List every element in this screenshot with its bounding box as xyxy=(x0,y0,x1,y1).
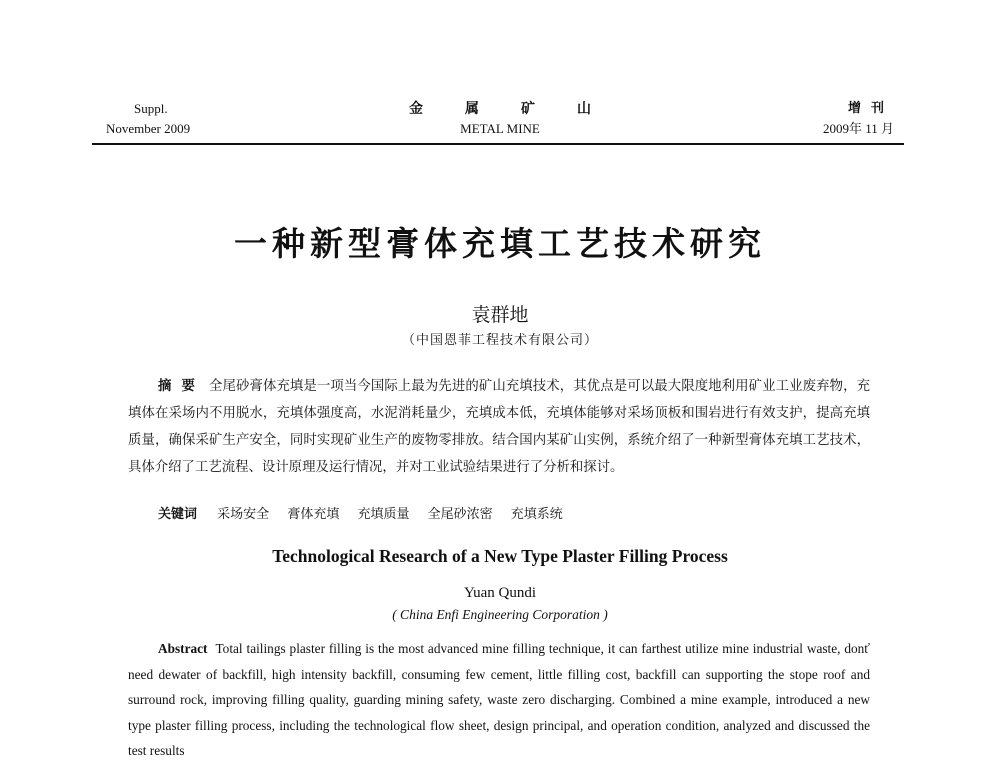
journal-char: 山 xyxy=(577,101,591,117)
abstract-cn-label: 摘要 xyxy=(158,379,205,394)
abstract-en-label: Abstract xyxy=(158,641,208,656)
header-date-cn: 2009年 11 月 xyxy=(822,121,894,136)
journal-char: 矿 xyxy=(521,101,535,117)
keywords-cn-label: 关键词 xyxy=(158,507,198,522)
paper-title-cn: 一种新型膏体充填工艺技术研究 xyxy=(234,224,766,263)
journal-char: 属 xyxy=(465,101,479,117)
abstract-cn-text: 全尾砂膏体充填是一项当今国际上最为先进的矿山充填技术，其优点是可以最大限度地利用矿业工业废弃物，充填体在采场内不用脱水，充填体强度高，水泥消耗量少，充填成本低，充填体能够对采场顶板和围岩进行有效支护，提高充填质量，确保采矿生产安全，同时实现矿业生产的废物零排放。结合国内某矿山实例，系统介绍了一种新型膏体充填工艺技术，具体介绍了工艺流程、设计原理及运行情况，并对工业试验结果进行了分析和探讨。 xyxy=(128,379,870,475)
keyword: 膏体充填 xyxy=(287,507,340,522)
paper-title-en: Technological Research of a New Type Plaster Filling Process xyxy=(272,546,728,566)
keyword: 采场安全 xyxy=(217,507,270,522)
header-right xyxy=(823,99,894,139)
affiliation-en: ( China Enfi Engineering Corporation ) xyxy=(392,607,608,622)
running-header xyxy=(92,99,908,141)
abstract-en xyxy=(128,636,870,764)
affiliation-cn: （中国恩菲工程技术有限公司） xyxy=(401,333,598,348)
author-cn: 袁群地 xyxy=(471,304,529,326)
journal-char: 金 xyxy=(409,101,423,117)
abstract-cn xyxy=(128,373,870,481)
abstract-en-text: Total tailings plaster filling is the most advanced mine filling technique, it can farthest utilize mine industrial waste, donť need dewater of backfill, high intensity backfill, consuming few cement, little filling cost, backfill can supporting the stope roof and surround rock, improving filling quality, guarding mining safety, waste zero discharging. Combined a mine example, introduced a new type plaster filling process, including the technological flow sheet, design principal, and operation condition, analyzed and discussed the test results xyxy=(128,641,870,758)
keyword: 充填质量 xyxy=(357,507,410,522)
journal-name-en: METAL MINE xyxy=(460,121,540,136)
author-en: Yuan Qundi xyxy=(463,585,537,601)
header-rule xyxy=(92,143,904,145)
header-suppl-cn: 增刊 xyxy=(847,101,894,116)
keyword: 全尾砂浓密 xyxy=(427,507,493,522)
header-suppl: Suppl. xyxy=(134,101,168,116)
keywords-cn xyxy=(158,503,577,527)
header-date-en: November 2009 xyxy=(106,121,191,136)
header-center xyxy=(92,99,908,139)
journal-name-cn xyxy=(92,99,908,119)
keyword: 充填系统 xyxy=(510,507,563,522)
